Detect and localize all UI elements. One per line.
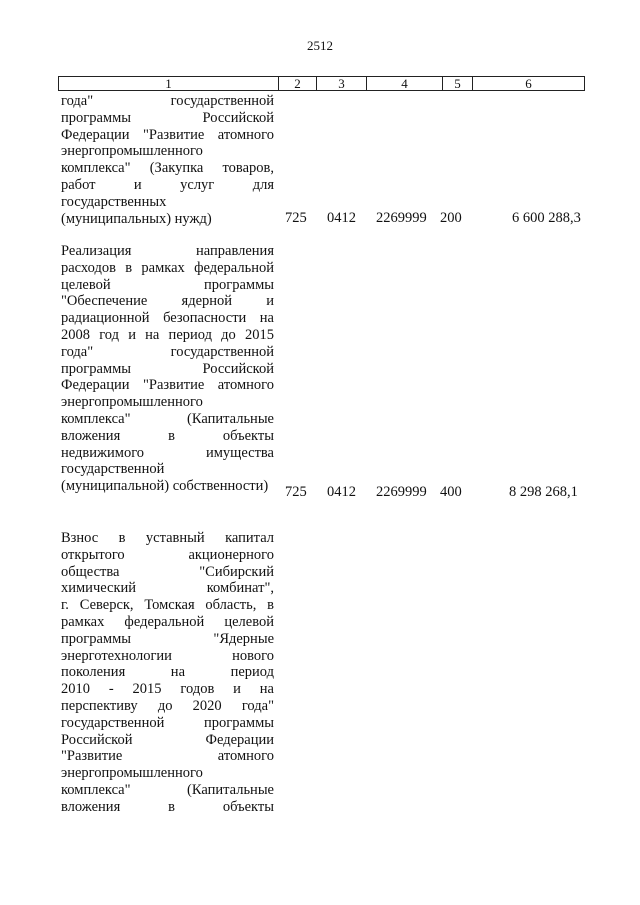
row-1-col-3: 0412 xyxy=(327,484,356,500)
desc-line: недвижимого имущества xyxy=(61,444,274,461)
page-number: 2512 xyxy=(307,38,333,53)
desc-line: программы Российской xyxy=(61,109,274,126)
row-1-col-5: 400 xyxy=(440,484,462,500)
row-0-col-5: 200 xyxy=(440,210,462,226)
desc-line: программы "Ядерные xyxy=(61,630,274,647)
desc-line: года" государственной xyxy=(61,343,274,360)
desc-line: общества "Сибирский xyxy=(61,563,274,580)
desc-line: (муниципальной) собственности) xyxy=(61,478,269,495)
desc-line: программы Российской xyxy=(61,360,274,377)
desc-line: целевой программы xyxy=(61,276,274,293)
desc-line: комплекса" (Капитальные xyxy=(61,781,274,798)
desc-line: (муниципальных) нужд) xyxy=(61,210,212,227)
desc-line: поколения на период xyxy=(61,664,274,681)
desc-line: энергопромышленного xyxy=(61,143,203,160)
table-header xyxy=(58,76,585,91)
desc-line: рамках федеральной целевой xyxy=(61,613,274,630)
row-1-col-2: 725 xyxy=(285,484,307,500)
row-0-col-2: 725 xyxy=(285,210,307,226)
header-col-3: 3 xyxy=(316,77,366,90)
row-2-description xyxy=(61,530,274,816)
row-0-col-4: 2269999 xyxy=(376,210,427,226)
desc-line: 2008 год и на период до 2015 xyxy=(61,326,274,343)
row-1-description xyxy=(61,243,274,495)
desc-line: комплекса" (Капитальные xyxy=(61,410,274,427)
header-col-2: 2 xyxy=(278,77,316,90)
desc-line: комплекса" (Закупка товаров, xyxy=(61,160,274,177)
desc-line: Реализация направления xyxy=(61,243,274,259)
desc-line: работ и услуг для xyxy=(61,176,274,193)
desc-line: государственной xyxy=(61,461,165,478)
desc-line: государственных xyxy=(61,193,167,210)
header-col-1: 1 xyxy=(165,76,172,91)
row-0-description xyxy=(61,93,274,227)
desc-line: Федерации "Развитие атомного xyxy=(61,126,274,143)
desc-line: энергопромышленного xyxy=(61,765,203,782)
header-col-5: 5 xyxy=(442,77,472,90)
desc-line: вложения в объекты xyxy=(61,798,274,815)
desc-line: перспективу до 2020 года" xyxy=(61,697,274,714)
desc-line: радиационной безопасности на xyxy=(61,310,274,327)
desc-line: 2010 - 2015 годов и на xyxy=(61,681,274,698)
desc-line: открытого акционерного xyxy=(61,546,274,563)
desc-line: Федерации "Развитие атомного xyxy=(61,377,274,394)
row-0-col-3: 0412 xyxy=(327,210,356,226)
row-1-col-4: 2269999 xyxy=(376,484,427,500)
desc-line: Взнос в уставный капитал xyxy=(61,530,274,546)
desc-line: вложения в объекты xyxy=(61,427,274,444)
header-col-6: 6 xyxy=(472,77,584,90)
desc-line: расходов в рамках федеральной xyxy=(61,259,274,276)
desc-line: года" государственной xyxy=(61,93,274,109)
row-0-col-6: 6 600 288,3 xyxy=(512,210,581,226)
desc-line: государственной программы xyxy=(61,714,274,731)
desc-line: "Развитие атомного xyxy=(61,748,274,765)
desc-line: химический комбинат", xyxy=(61,580,274,597)
desc-line: Российской Федерации xyxy=(61,731,274,748)
desc-line: "Обеспечение ядерной и xyxy=(61,293,274,310)
header-col-4: 4 xyxy=(366,77,442,90)
desc-line: г. Северск, Томская область, в xyxy=(61,597,274,614)
row-1-col-6: 8 298 268,1 xyxy=(509,484,578,500)
desc-line: энергопромышленного xyxy=(61,394,203,411)
desc-line: энерготехнологии нового xyxy=(61,647,274,664)
